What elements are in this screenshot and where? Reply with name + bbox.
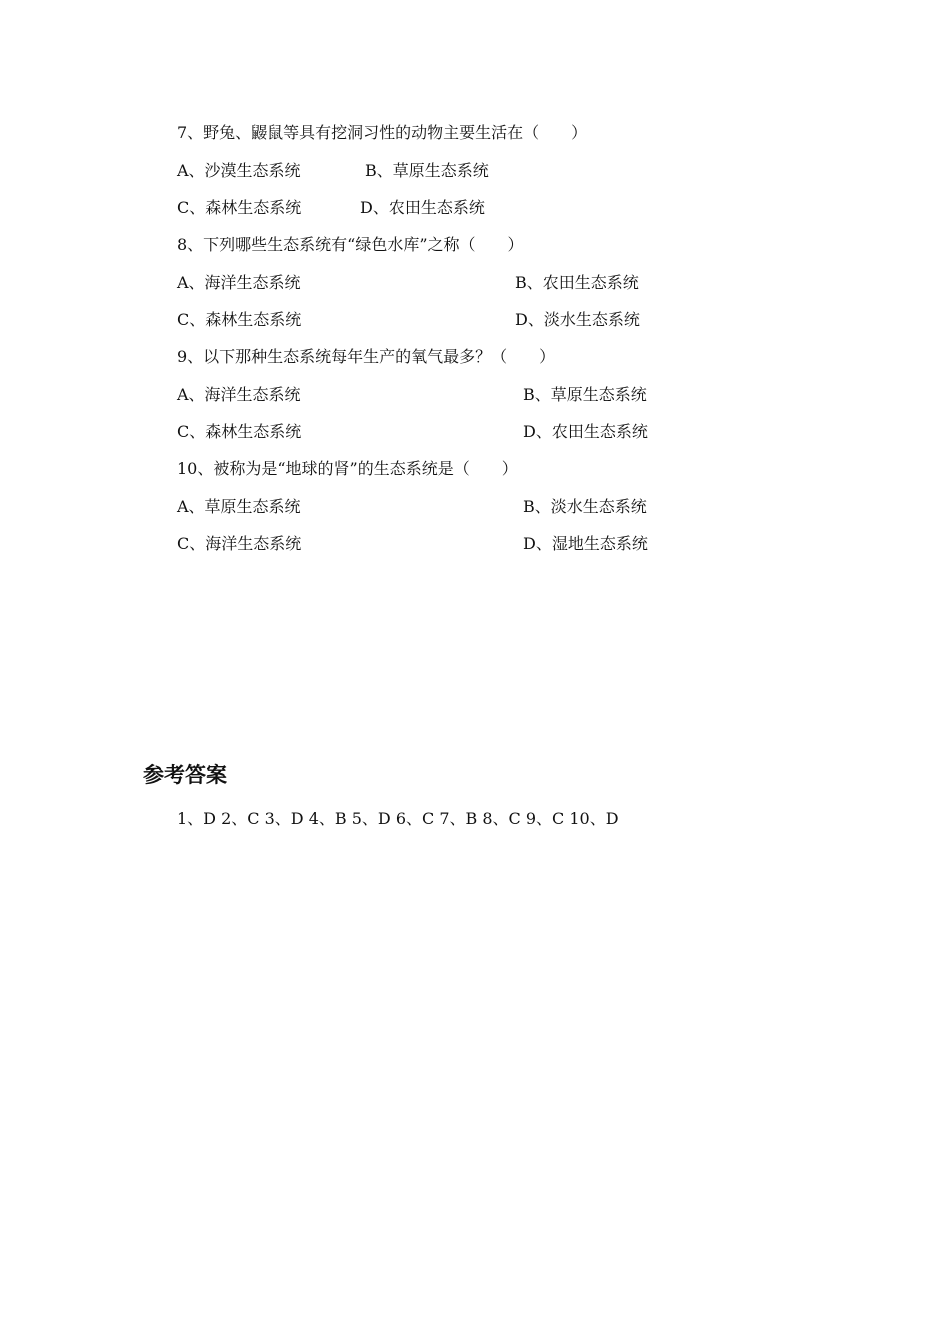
question-7-option-a: A、沙漠生态系统 [177,161,301,180]
question-10-option-d: D、湿地生态系统 [523,534,648,553]
question-8-option-d: D、淡水生态系统 [515,310,640,329]
question-8-option-b: B、农田生态系统 [515,273,639,292]
question-10-stem: 10、被称为是“地球的肾”的生态系统是（ ） [177,459,518,478]
question-9-stem: 9、以下那种生态系统每年生产的氧气最多？（ ） [177,347,556,366]
question-9-option-d: D、农田生态系统 [523,422,648,441]
question-9-option-c: C、森林生态系统 [177,422,302,441]
answers-heading: 参考答案 [143,763,227,787]
answers-text: 1、D 2、C 3、D 4、B 5、D 6、C 7、B 8、C 9、C 10、D [177,809,619,828]
question-9-option-b: B、草原生态系统 [523,385,647,404]
question-7-option-b: B、草原生态系统 [365,161,489,180]
question-8-option-a: A、海洋生态系统 [177,273,301,292]
question-10-option-a: A、草原生态系统 [177,497,301,516]
question-7-stem: 7、野兔、鼹鼠等具有挖洞习性的动物主要生活在（ ） [177,123,588,142]
question-8-option-c: C、森林生态系统 [177,310,302,329]
question-9-option-a: A、海洋生态系统 [177,385,301,404]
question-8-stem: 8、下列哪些生态系统有“绿色水库”之称（ ） [177,235,524,254]
question-10-option-b: B、淡水生态系统 [523,497,647,516]
question-7-option-d: D、农田生态系统 [360,198,485,217]
question-10-option-c: C、海洋生态系统 [177,534,302,553]
question-7-option-c: C、森林生态系统 [177,198,302,217]
